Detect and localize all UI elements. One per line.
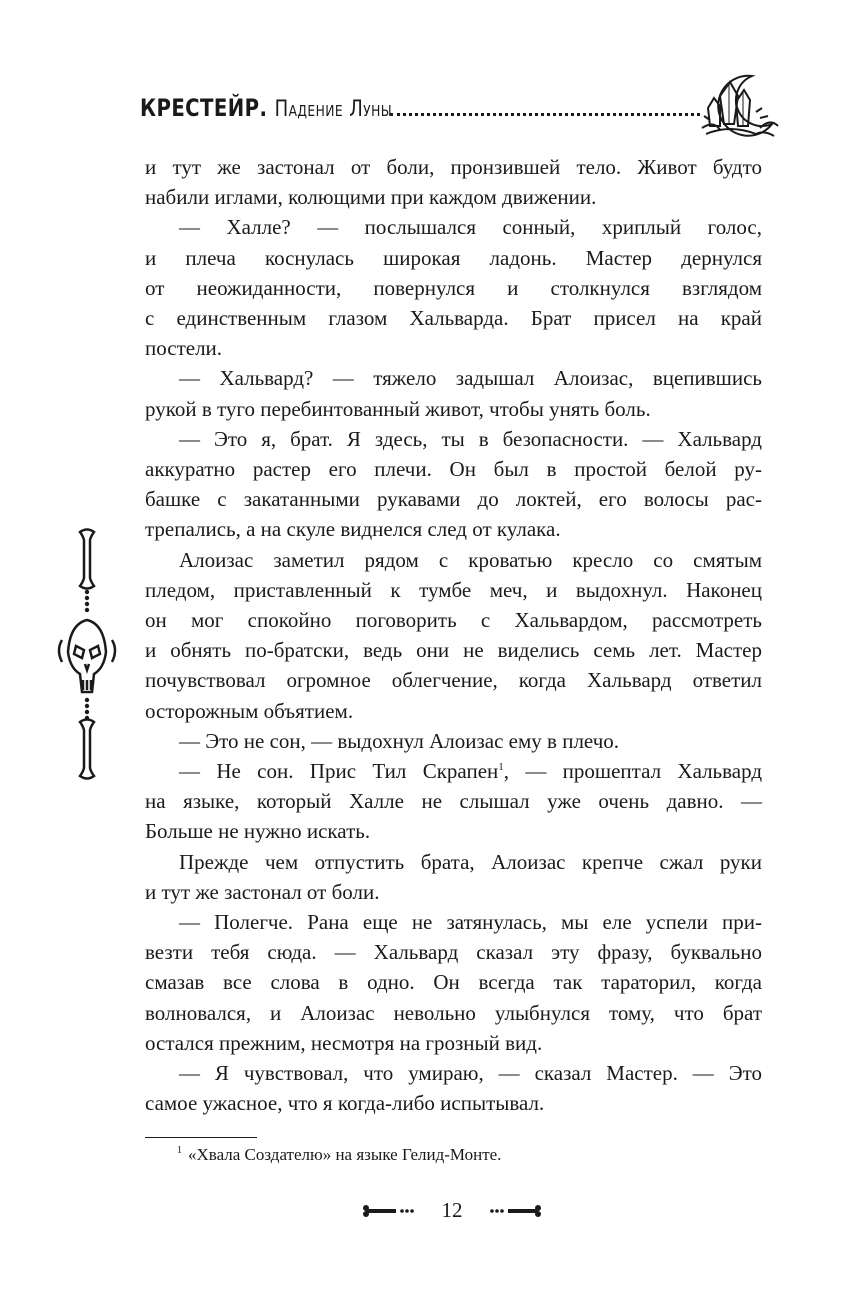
text-line: — Я чувствовал, что умираю, — сказал Мастер. — Это (179, 1061, 762, 1086)
text-line: — Это я, брат. Я здесь, ты в безопасности. — Хальвард (179, 426, 762, 451)
text-line: остался прежним, несмотря на грозный вид. (145, 1030, 543, 1055)
text-line: пледом, приставленный к тумбе меч, и выдохнул. Наконец (145, 577, 762, 602)
text-line: самое ужасное, что я когда-либо испытывал. (145, 1091, 545, 1116)
text-line: башке с закатанными рукавами до локтей, его волосы рас- (145, 487, 762, 512)
footnote-number: 1 (177, 1145, 182, 1157)
text-line: Алоизас заметил рядом с кроватью кресло со смятым (179, 547, 762, 572)
text-line: — Хальвард? — тяжело задышал Алоизас, вцепившись (179, 366, 762, 391)
bone-divider-icon (486, 1204, 542, 1218)
text-fragment: — Не сон. Прис Тил Скрапен (179, 759, 499, 784)
text-line: рукой в туго перебинтованный живот, чтобы унять боль. (145, 396, 651, 421)
text-fragment: , — прошептал Хальвард (503, 759, 762, 784)
text-line: и обнять по-братски, ведь они не виделись семь лет. Мастер (145, 638, 762, 663)
skull-bones-icon (52, 528, 122, 780)
main-text (145, 152, 762, 1119)
text-line: Прежде чем отпустить брата, Алоизас крепче сжал руки (179, 849, 762, 874)
text-line: и тут же застонал от боли. (145, 879, 380, 904)
text-line: везти тебя сюда. — Хальвард сказал эту фразу, буквально (145, 940, 762, 965)
text-line: смазав все слова в одно. Он всегда так тараторил, когда (145, 970, 762, 995)
header-dotted-leader (390, 113, 700, 116)
page-number: 12 (441, 1198, 463, 1222)
text-line: — Халле? — послышался сонный, хриплый голос, (179, 215, 762, 240)
footnote-rule (145, 1137, 257, 1138)
footnote (177, 1145, 501, 1165)
text-line: и тут же застонал от боли, пронзившей тело. Живот будто (145, 155, 762, 179)
header-title (140, 94, 392, 122)
text-line: от неожиданности, повернулся и столкнулся взглядом (145, 275, 762, 300)
text-line: аккуратно растер его плечи. Он был в простой белой ру- (145, 457, 762, 482)
page-number-area (362, 1196, 542, 1226)
text-line: набили иглами, колющими при каждом движении. (145, 185, 597, 210)
text-line: с единственным глазом Хальварда. Брат присел на край (145, 306, 762, 331)
text-line: — Это не сон, — выдохнул Алоизас ему в плечо. (179, 728, 620, 753)
text-line: трепались, а на скуле виднелся след от кулака. (145, 517, 561, 542)
book-series-title: КРЕСТЕЙР. (140, 94, 268, 122)
text-line: он мог спокойно поговорить с Хальвардом, рассмотреть (145, 608, 762, 633)
text-line: на языке, который Халле не слышал уже очень давно. — (145, 789, 762, 814)
text-line (145, 756, 762, 786)
text-line: почувствовал огромное облегчение, когда Хальвард ответил (145, 668, 762, 693)
text-line: постели. (145, 336, 223, 361)
running-header (140, 86, 780, 144)
book-subtitle: Падение Луны (274, 97, 392, 122)
crystal-moon-icon (700, 72, 780, 142)
footnote-text: «Хвала Создателю» на языке Гелид-Монте. (188, 1145, 502, 1164)
footnote-marker: 1 (498, 761, 504, 774)
text-line: осторожным объятием. (145, 698, 354, 723)
text-line: и плеча коснулась широкая ладонь. Мастер дернулся (145, 245, 762, 270)
bone-divider-icon (362, 1204, 418, 1218)
text-line: Больше не нужно искать. (145, 819, 371, 844)
text-line: — Полегче. Рана еще не затянулась, мы еле успели при- (179, 910, 762, 935)
text-line: волновался, и Алоизас невольно улыбнулся тому, что брат (145, 1000, 762, 1025)
